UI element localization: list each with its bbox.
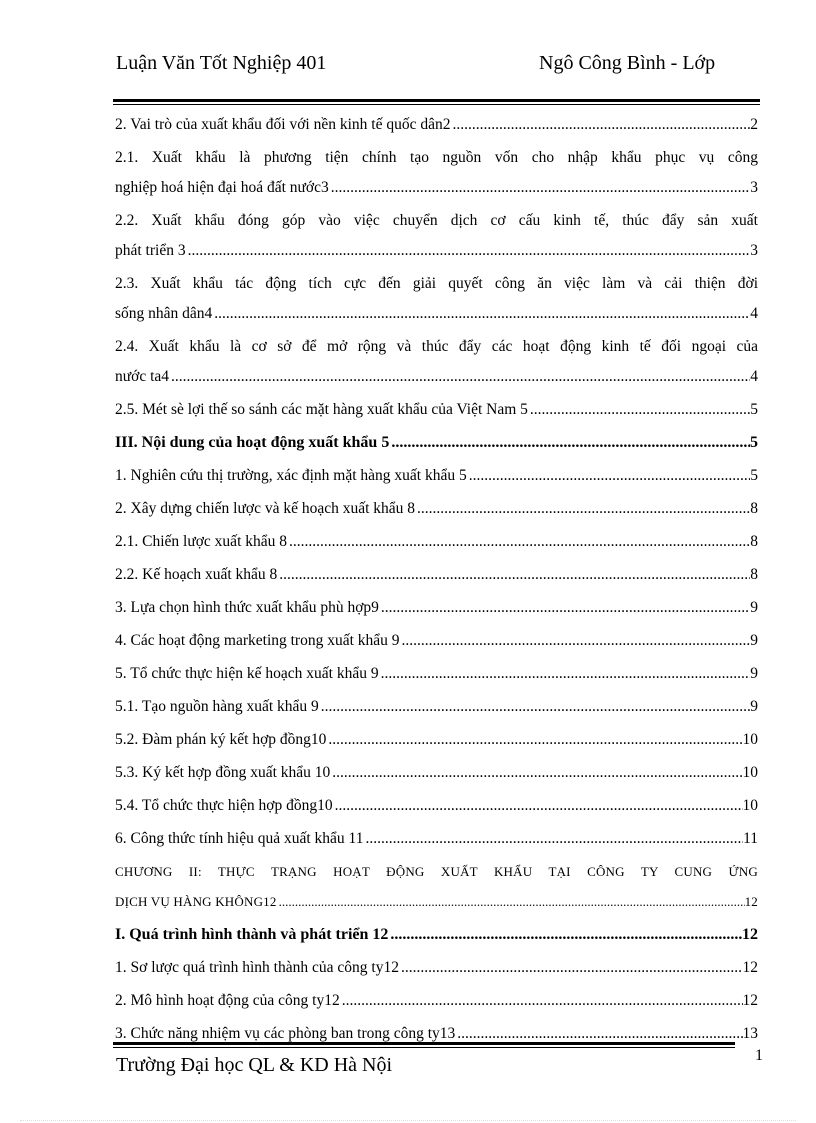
toc-entry-text: 2.2. Xuất khẩu đóng góp vào việc chuyển dịch cơ cấu kinh tế, thúc đẩy sản xuất (115, 212, 758, 229)
toc-entry-text: 5.1. Tạo nguồn hàng xuất khẩu 9 (115, 698, 319, 715)
toc-page-number: 3 (750, 179, 758, 196)
toc-entry-text: III. Nội dung của hoạt động xuất khẩu 5 (115, 434, 390, 451)
toc-entry-text: 2.5. Mét sè lợi thế so sánh các mặt hàng xuất khẩu của Việt Nam 5 (115, 401, 528, 418)
header-rule-thin (113, 104, 760, 105)
toc-leader-dots (287, 527, 750, 557)
toc-leader-dots (326, 725, 742, 755)
toc-entry-text: 3. Lựa chọn hình thức xuất khẩu phù hợp9 (115, 599, 379, 616)
toc-entry-text: 2.1. Xuất khẩu là phương tiện chính tạo nguồn vốn cho nhập khẩu phục vụ công (115, 149, 758, 166)
toc-entry-text: phát triển 3 (115, 242, 186, 259)
toc-page-number: 9 (750, 665, 758, 682)
toc-page-number: 11 (743, 830, 758, 847)
toc-page-number: 5 (750, 401, 758, 418)
header-rule-thick (113, 99, 760, 102)
toc-page-number: 10 (742, 797, 758, 814)
toc-entry-text: 5.3. Ký kết hợp đồng xuất khẩu 10 (115, 764, 331, 781)
toc-page-number: 9 (750, 599, 758, 616)
toc-entry-text: CHƯƠNG II: THỰC TRẠNG HOẠT ĐỘNG XUẤT KHẨU TẠI CÔNG TY CUNG ỨNG (115, 864, 758, 879)
toc-page-number: 9 (750, 632, 758, 649)
toc-leader-dots (415, 494, 750, 524)
toc-entry-text: nghiệp hoá hiện đại hoá đất nước3 (115, 179, 329, 196)
toc-leader-dots (169, 362, 750, 392)
toc-entry (115, 527, 758, 557)
toc-leader-dots (333, 791, 743, 821)
toc-page-number: 12 (742, 992, 758, 1009)
footer-school-name: Trường Đại học QL & KD Hà Nội (116, 1054, 393, 1076)
toc-entry-text: 2. Vai trò của xuất khẩu đối với nền kinh tế quốc dân2 (115, 116, 451, 133)
toc-entry (115, 692, 758, 722)
toc-page-number: 3 (750, 242, 758, 259)
toc-leader-dots (379, 659, 751, 689)
toc-leader-dots (467, 461, 751, 491)
toc-page-number: 10 (742, 764, 758, 781)
toc-page-number: 5 (750, 467, 758, 484)
toc-entry (115, 953, 758, 983)
toc-entry (115, 143, 758, 203)
toc-entry (115, 986, 758, 1016)
toc-entry (115, 791, 758, 821)
toc-entry-text: 5. Tổ chức thực hiện kế hoạch xuất khẩu 9 (115, 665, 379, 682)
toc-leader-dots (186, 236, 751, 266)
toc-entry (115, 725, 758, 755)
toc-entry (115, 461, 758, 491)
toc-leader-dots (389, 428, 750, 458)
toc-entry (115, 332, 758, 392)
toc-entry (115, 920, 758, 950)
toc-entry (115, 824, 758, 854)
toc-entry-text: 2.4. Xuất khẩu là cơ sở để mở rộng và thúc đẩy các hoạt động kinh tế đối ngoại của (115, 338, 758, 355)
toc-leader-dots (379, 593, 750, 623)
toc-page-number: 2 (750, 116, 758, 133)
toc-entry-text: 4. Các hoạt động marketing trong xuất khẩu 9 (115, 632, 400, 649)
toc-entry (115, 857, 758, 917)
toc-page-number: 8 (750, 566, 758, 583)
toc-entry-text: 6. Công thức tính hiệu quả xuất khẩu 11 (115, 830, 364, 847)
toc-entry-text: nước ta4 (115, 368, 170, 385)
toc-page-number: 9 (750, 698, 758, 715)
toc-entry-text: 2.1. Chiến lược xuất khẩu 8 (115, 533, 287, 550)
toc-page-number: 8 (750, 533, 758, 550)
toc-leader-dots (400, 626, 751, 656)
toc-leader-dots (363, 824, 743, 854)
toc-leader-dots (340, 986, 743, 1016)
toc-entry-text: DỊCH VỤ HÀNG KHÔNG12 (115, 894, 277, 909)
page-edge (20, 1120, 796, 1121)
toc-entry (115, 395, 758, 425)
toc-entry (115, 206, 758, 266)
toc-page-number: 4 (750, 368, 758, 385)
toc-page-number: 10 (742, 731, 758, 748)
page-header-left: Luận Văn Tốt Nghiệp 401 (116, 52, 327, 74)
toc-leader-dots (399, 953, 743, 983)
toc-entry (115, 626, 758, 656)
toc-page-number: 12 (744, 894, 758, 909)
toc-entry (115, 758, 758, 788)
toc-entry-text: 1. Nghiên cứu thị trường, xác định mặt hàng xuất khẩu 5 (115, 467, 467, 484)
toc-entry-text: sống nhân dân4 (115, 305, 213, 322)
toc-page-number: 5 (750, 434, 758, 451)
toc-page-number: 4 (750, 305, 758, 322)
toc-entry-text: 2. Mô hình hoạt động của công ty12 (115, 992, 340, 1009)
toc-entry-text: 5.2. Đàm phán ký kết hợp đồng10 (115, 731, 327, 748)
toc-entry (115, 110, 758, 140)
toc-entry-text: 2. Xây dựng chiến lược và kế hoạch xuất khẩu 8 (115, 500, 416, 517)
footer-rule-thin (113, 1047, 735, 1048)
toc-leader-dots (528, 395, 750, 425)
toc-page-number: 13 (742, 1025, 758, 1042)
footer-rule-thick (113, 1042, 735, 1045)
toc-entry-text: I. Quá trình hình thành và phát triển 12 (115, 926, 389, 943)
toc-entry (115, 659, 758, 689)
toc-entry-text: 2.3. Xuất khẩu tác động tích cực đến giải quyết công ăn việc làm và cải thiện đời (115, 275, 758, 292)
toc-entry (115, 269, 758, 329)
toc-leader-dots (319, 692, 750, 722)
toc-entry-text: 1. Sơ lược quá trình hình thành của công ty12 (115, 959, 399, 976)
toc-leader-dots (330, 758, 742, 788)
toc-page-number: 12 (742, 926, 758, 943)
toc-leader-dots (329, 173, 751, 203)
toc-entry (115, 560, 758, 590)
page-header-right: Ngô Công Bình - Lớp (539, 52, 716, 74)
toc-entry-text: 3. Chức năng nhiệm vụ các phòng ban trong công ty13 (115, 1025, 456, 1042)
toc-page-number: 12 (742, 959, 758, 976)
toc-leader-dots (277, 560, 750, 590)
toc-entry (115, 593, 758, 623)
toc-entry-text: 5.4. Tổ chức thực hiện hợp đồng10 (115, 797, 333, 814)
toc-leader-dots (277, 887, 745, 917)
toc-entry (115, 428, 758, 458)
toc-leader-dots (451, 110, 751, 140)
toc-entry (115, 494, 758, 524)
toc-leader-dots (212, 299, 750, 329)
toc-leader-dots (388, 920, 742, 950)
toc-entry-text: 2.2. Kế hoạch xuất khẩu 8 (115, 566, 278, 583)
page-number: 1 (755, 1047, 763, 1064)
toc-page-number: 8 (750, 500, 758, 517)
